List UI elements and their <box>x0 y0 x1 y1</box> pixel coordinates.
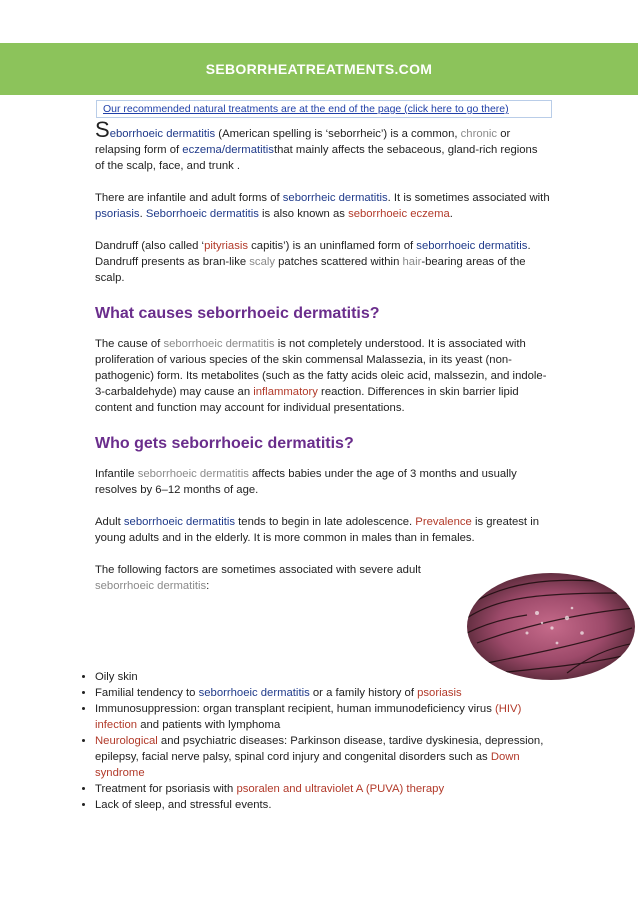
link-seborrheic-dermatitis[interactable]: seborrheic dermatitis <box>282 192 388 204</box>
link-seborrhoeic-dermatitis[interactable]: eborrhoeic dermatitis <box>109 128 216 140</box>
link-hiv-infection[interactable]: (HIV) infection <box>95 703 522 731</box>
link-puva-therapy[interactable]: psoralen and ultraviolet A (PUVA) therapy <box>236 783 445 795</box>
link-seborrhoeic-dermatitis-3[interactable]: seborrhoeic dermatitis <box>416 240 528 252</box>
factors-intro-paragraph: The following factors are sometimes associated with severe adult seborrhoeic dermatitis: <box>95 564 421 592</box>
link-seborrhoeic-dermatitis-5[interactable]: seborrhoeic dermatitis <box>137 468 249 480</box>
list-item: • Lack of sleep, and stressful events. <box>95 797 560 813</box>
link-seborrhoeic-dermatitis-8[interactable]: seborrhoeic dermatitis <box>198 687 310 699</box>
risk-factor-list <box>70 669 560 813</box>
link-eczema-dermatitis[interactable]: eczema/dermatitis <box>182 144 274 156</box>
link-scaly[interactable]: scaly <box>249 256 276 268</box>
infantile-paragraph: Infantile seborrhoeic dermatitis affects babies under the age of 3 months and usually resolves by 6–12 months of age. <box>95 468 517 496</box>
link-seborrhoeic-dermatitis-6[interactable]: seborrhoeic dermatitis <box>123 516 236 528</box>
dandruff-paragraph: Dandruff (also called ‘pityriasis capitis’) is an uninflamed form of seborrhoeic dermatitis. Dandruff presents as bran-like scaly patches scattered within hair-bearing areas of the scalp. <box>95 240 531 284</box>
link-hair[interactable]: hair <box>402 256 422 268</box>
heading-causes: What causes seborrhoeic dermatitis? <box>95 305 380 322</box>
link-psoriasis[interactable]: psoriasis <box>95 208 140 220</box>
causes-paragraph: The cause of seborrhoeic dermatitis is not completely understood. It is associated with proliferation of various species of the skin commensal Malassezia, in its yeast (non-pathogenic) form. Its metabolites (such as the fatty acids oleic acid, malssezin, and indole-3-carbaldehyde) may cause an inflammatory reaction. Differences in skin barrier lipid content and function may account for individual presentations. <box>95 338 547 414</box>
link-chronic[interactable]: chronic <box>460 128 498 140</box>
link-inflammatory[interactable]: inflammatory <box>253 386 318 398</box>
forms-paragraph: There are infantile and adult forms of seborrheic dermatitis. It is sometimes associated with psoriasis. Seborrhoeic dermatitis is also known as seborrhoeic eczema. <box>95 192 550 220</box>
scalp-hair-illustration <box>467 573 635 680</box>
heading-who: Who gets seborrhoeic dermatitis? <box>95 435 354 452</box>
list-item: • Treatment for psoriasis with psoralen and ultraviolet A (PUVA) therapy <box>95 781 560 797</box>
link-seborrhoeic-dermatitis-4[interactable]: seborrhoeic dermatitis <box>163 338 275 350</box>
list-item: • Immunosuppression: organ transplant recipient, human immunodeficiency virus (HIV) infection and patients with lymphoma <box>95 701 560 733</box>
drop-cap: S <box>95 117 110 142</box>
list-item: • Oily skin <box>95 669 560 685</box>
link-seborrhoeic-dermatitis-2[interactable]: Seborrhoeic dermatitis <box>145 208 259 220</box>
recommended-treatments-link[interactable]: Our recommended natural treatments are at the end of the page (click here to go there) <box>96 100 552 118</box>
site-title[interactable]: SEBORRHEATREATMENTS.COM <box>205 61 433 77</box>
link-pityriasis[interactable]: pityriasis <box>204 240 249 252</box>
intro-paragraph: Seborrhoeic dermatitis (American spelling is ‘seborrheic’) is a common, chronic or relapsing form of eczema/dermatitisthat mainly affects the sebaceous, gland-rich regions of the scalp, face, and trunk . <box>95 117 538 172</box>
site-banner <box>0 43 638 95</box>
article-body <box>95 117 550 610</box>
scalp-photo <box>467 573 635 680</box>
list-item: • Familial tendency to seborrhoeic dermatitis or a family history of psoriasis <box>95 685 560 701</box>
adult-paragraph: Adult seborrhoeic dermatitis tends to begin in late adolescence. Prevalence is greatest in young adults and in the elderly. It is more common in males than in females. <box>95 516 539 544</box>
link-down-syndrome[interactable]: Down syndrome <box>95 751 520 779</box>
list-item: • Neurological and psychiatric diseases: Parkinson disease, tardive dyskinesia, depression, epilepsy, facial nerve palsy, spinal cord injury and congenital disorders such as Down syndrome <box>95 733 560 781</box>
link-neurological[interactable]: Neurological <box>95 735 158 747</box>
link-psoriasis-2[interactable]: psoriasis <box>417 687 462 699</box>
link-prevalence[interactable]: Prevalence <box>415 516 472 528</box>
link-seborrhoeic-eczema[interactable]: seborrhoeic eczema <box>348 208 450 220</box>
link-seborrhoeic-dermatitis-7[interactable]: seborrhoeic dermatitis <box>95 580 207 592</box>
